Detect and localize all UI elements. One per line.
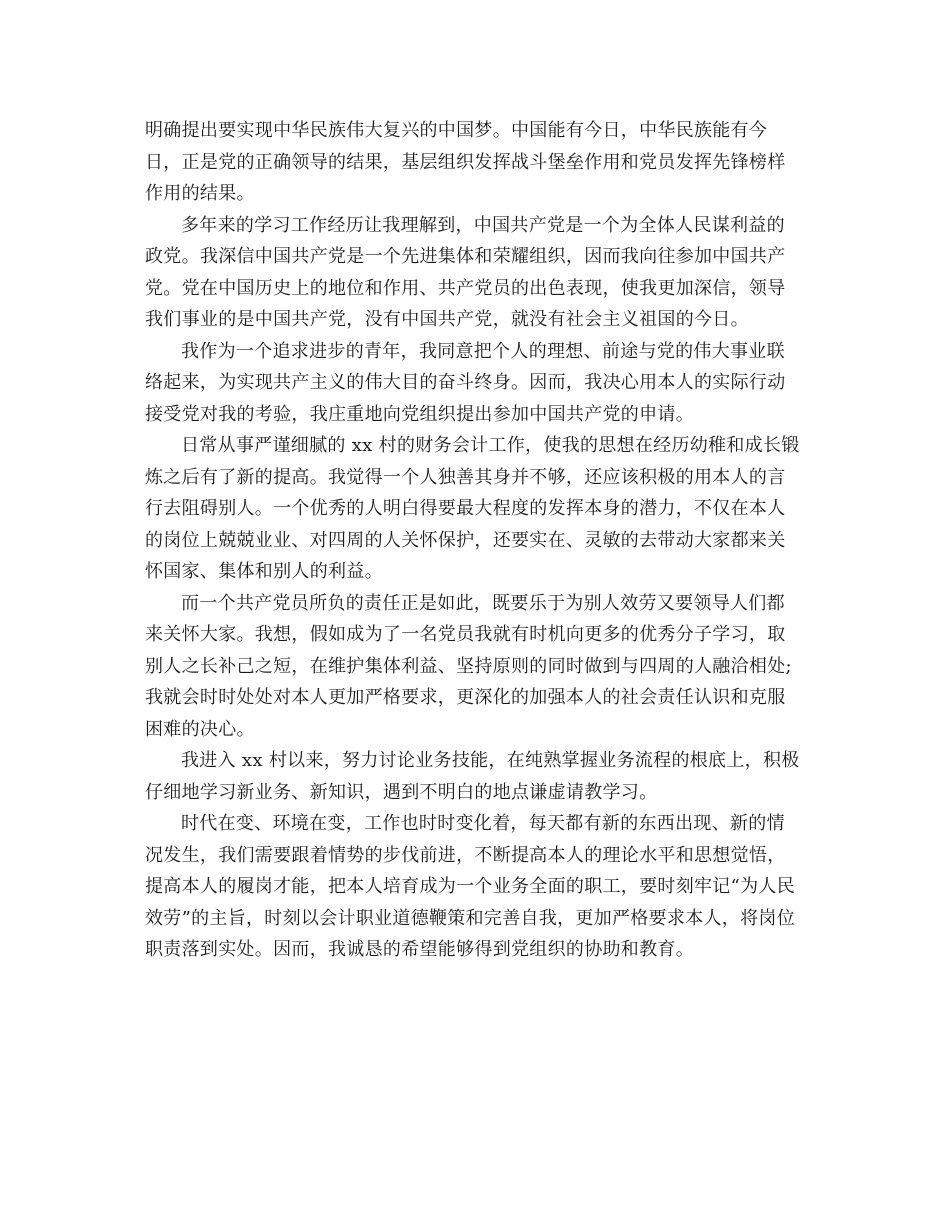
text-line: 效劳”的主旨，时刻以会计职业道德鞭策和完善自我，更加严格要求本人，将岗位 <box>145 907 795 929</box>
text-line: 络起来，为实现共产主义的伟大目的奋斗终身。因而，我决心用本人的实际行动 <box>145 372 786 393</box>
text-line: 行去阻碍别人。一个优秀的人明白得要最大程度的发挥本身的潜力，不仅在本人 <box>145 498 786 519</box>
paragraph <box>145 588 805 746</box>
text-line: 多年来的学习工作经历让我理解到，中国共产党是一个为全体人民谋利益的 <box>181 214 785 236</box>
paragraph <box>145 808 805 966</box>
text-line: 我作为一个追求进步的青年，我同意把个人的理想、前途与党的伟大事业联 <box>181 340 785 362</box>
text-line: 接受党对我的考验，我庄重地向党组织提出参加中国共产党的申请。 <box>145 403 694 425</box>
text-line: 我们事业的是中国共产党，没有中国共产党，就没有社会主义祖国的今日。 <box>145 309 749 330</box>
paragraph <box>145 745 805 808</box>
text-line: 况发生，我们需要跟着情势的步伐前进，不断提高本人的理论水平和思想觉悟， <box>145 844 786 866</box>
text-line: 我进入 xx 村以来，努力讨论业务技能，在纯熟掌握业务流程的根底上，积极 <box>181 750 800 771</box>
paragraph <box>145 115 805 210</box>
text-line: 日常从事严谨细腻的 xx 村的财务会计工作，使我的思想在经历幼稚和成长锻 <box>181 435 800 456</box>
text-line: 党。党在中国历史上的地位和作用、共产党员的出色表现，使我更加深信，领导 <box>145 277 786 299</box>
text-line: 职责落到实处。因而，我诚恳的希望能够得到党组织的协助和教育。 <box>145 939 694 960</box>
text-line: 来关怀大家。我想，假如成为了一名党员我就有时机向更多的优秀分子学习，取 <box>145 624 786 645</box>
text-line: 明确提出要实现中华民族伟大复兴的中国梦。中国能有今日，中华民族能有今 <box>145 120 768 141</box>
text-line: 别人之长补己之短，在维护集体利益、坚持原则的同时做到与四周的人融洽相处; <box>145 655 792 677</box>
paragraph <box>145 430 805 588</box>
text-line: 政党。我深信中国共产党是一个先进集体和荣耀组织，因而我向往参加中国共产 <box>145 246 786 267</box>
text-line: 作用的结果。 <box>145 183 255 204</box>
text-line: 我就会时时处处对本人更加严格要求，更深化的加强本人的社会责任认识和克服 <box>145 687 786 708</box>
text-line: 困难的决心。 <box>145 718 255 740</box>
text-line: 炼之后有了新的提高。我觉得一个人独善其身并不够，还应该积极的用本人的言 <box>145 466 786 488</box>
document-body <box>145 115 805 966</box>
text-line: 的岗位上兢兢业业、对四周的人关怀保护，还要实在、灵敏的去带动大家都来关 <box>145 529 786 551</box>
text-line: 而一个共产党员所负的责任正是如此，既要乐于为别人效劳又要领导人们都 <box>181 592 785 614</box>
paragraph <box>145 336 805 431</box>
text-line: 时代在变、环境在变，工作也时时变化着，每天都有新的东西出现、新的情 <box>181 813 785 834</box>
text-line: 仔细地学习新业务、新知识，遇到不明白的地点谦虚请教学习。 <box>145 781 658 803</box>
text-line: 怀国家、集体和别人的利益。 <box>145 561 383 582</box>
text-line: 日，正是党的正确领导的结果，基层组织发挥战斗堡垒作用和党员发挥先锋榜样 <box>145 151 786 173</box>
paragraph <box>145 210 805 336</box>
text-line: 提高本人的履岗才能，把本人培育成为一个业务全面的职工，要时刻牢记“为人民 <box>145 876 795 897</box>
